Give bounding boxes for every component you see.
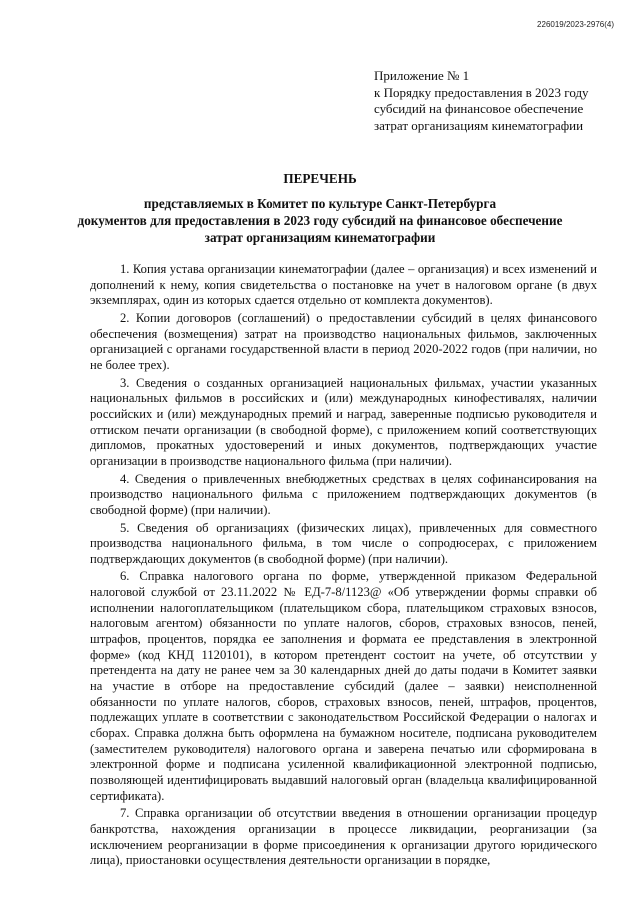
document-body xyxy=(90,262,597,871)
appendix-line: Приложение № 1 xyxy=(374,68,470,83)
list-item: 7. Справка организации об отсутствии введения в отношении организации процедур банкротства, нахождения организации в процессе ликвидации, реорганизации (за исключением реорганизации в форме присоединения к организации другого юридического лица), приостановки осуществления деятельности организации в порядке, xyxy=(90,806,597,868)
list-item: 3. Сведения о созданных организацией национальных фильмах, участии указанных национальных фильмов в российских и (или) международных кинофестивалях, наличии российских и (или) международных премий и наград, заверенные подписью руководителя и оттиском печати организации (в свободной форме), с приложением копий соответствующих дипломов, прокатных удостоверений и иных документов, подтверждающих участие организации в производстве национального фильма (при наличии). xyxy=(90,375,597,468)
appendix-line: затрат организациям кинематографии xyxy=(374,117,584,133)
title-main: ПЕРЕЧЕНЬ xyxy=(283,171,357,186)
document-number: 226019/2023-2976(4) xyxy=(537,20,614,29)
list-item: 1. Копия устава организации кинематографии (далее – организация) и всех изменений и дополнений к нему, копия свидетельства о постановке на учет в налоговом органе (в двух экземплярах, один из которых сдается отдельно от комплекта документов). xyxy=(90,262,597,308)
title-subtitle: представляемых в Комитет по культуре Санкт-Петербурга xyxy=(143,196,497,211)
appendix-header xyxy=(374,68,589,134)
list-item: 6. Справка налогового органа по форме, утвержденной приказом Федеральной налоговой службой от 23.11.2022 № ЕД-7-8/1123@ «Об утверждении формы справки об исполнении налогоплательщиком (плательщиком сбора, плательщиком страховых взносов, налоговым агентом) обязанности по уплате налогов, сборов, страховых взносов, пеней, штрафов, процентов, порядка ее заполнения и формата ее представления в электронной форме» (код КНД 1120101), в котором претендент состоит на учете, об отсутствии у претендента на дату не ранее чем за 30 календарных дней до даты подачи в Комитет заявки на участие в отборе на предоставление субсидий (далее – заявки) неисполненной обязанности по уплате налогов, сборов, страховых взносов, пеней, штрафов, процентов, подлежащих уплате в соответствии с законодательством Российской Федерации о налогах и сборах. Справка должна быть оформлена на бумажном носителе, подписана руководителем (заместителем руководителя) налогового органа и заверена печатью или сформирована в электронной форме и подписана усиленной квалификационной электронной подписью, позволяющей идентифицировать выдавший налоговый орган (владельца квалифицированной сертификата). xyxy=(90,569,597,803)
list-item: 2. Копии договоров (соглашений) о предоставлении субсидий в целях финансового обеспечения (возмещения) затрат на производство национальных фильмов, заключенных организацией с органами государственной власти в период 2020-2022 годов (при наличии, но не более трех). xyxy=(90,310,597,372)
title-subtitle: документов для предоставления в 2023 году субсидий на финансовое обеспечение xyxy=(77,213,563,228)
document-title xyxy=(40,170,600,246)
appendix-line: субсидий на финансовое обеспечение xyxy=(374,101,584,116)
appendix-line: к Порядку предоставления в 2023 году xyxy=(374,84,589,100)
list-item: 4. Сведения о привлеченных внебюджетных средствах в целях софинансирования на производство национального фильма с приложением подтверждающих документов (в свободной форме) (при наличии). xyxy=(90,471,597,517)
list-item: 5. Сведения об организациях (физических лицах), привлеченных для совместного производства национального фильма, в том числе о сопродюсерах, с приложением подтверждающих документов (в свободной форме) (при наличии). xyxy=(90,520,597,566)
title-subtitle: затрат организациям кинематографии xyxy=(204,230,436,245)
